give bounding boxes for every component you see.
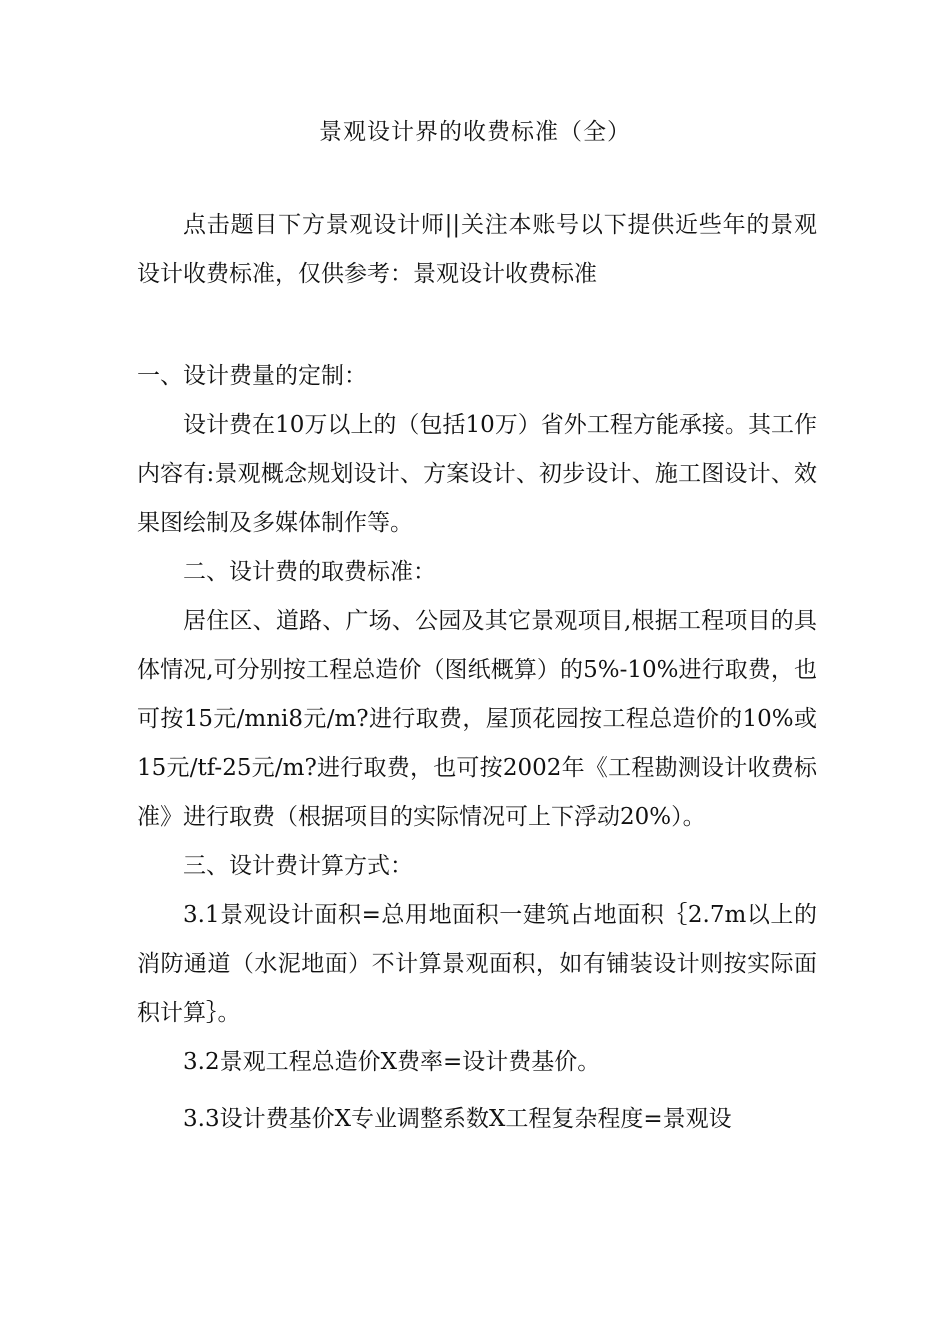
body-block — [137, 352, 817, 1144]
section-1-paragraph: 设计费在10万以上的（包括10万）省外工程方能承接。其工作内容有:景观概念规划设计、方案设计、初步设计、施工图设计、效果图绘制及多媒体制作等。 — [137, 412, 817, 536]
intro-block — [137, 201, 817, 299]
item-3-3-paragraph: 3.3设计费基价X专业调整系数X工程复杂程度=景观设 — [183, 1106, 732, 1132]
section-1-heading: 一、设计费量的定制： — [137, 363, 367, 389]
item-3-2-paragraph: 3.2景观工程总造价X费率=设计费基价。 — [183, 1049, 601, 1075]
section-3-heading: 三、设计费计算方式： — [183, 853, 413, 879]
intro-paragraph: 点击题目下方景观设计师||关注本账号以下提供近些年的景观设计收费标准，仅供参考：景观设计收费标准 — [137, 212, 817, 287]
item-3-1-paragraph: 3.1景观设计面积=总用地面积一建筑占地面积｛2.7m以上的消防通道（水泥地面）不计算景观面积，如有铺装设计则按实际面积计算｝。 — [137, 902, 817, 1026]
section-2-heading: 二、设计费的取费标准： — [183, 559, 436, 585]
document-title: 景观设计界的收费标准（全） — [319, 119, 631, 145]
section-2-paragraph: 居住区、道路、广场、公园及其它景观项目,根据工程项目的具体情况,可分别按工程总造价（图纸概算）的5%-10%进行取费，也可按15元/mni8元/m?进行取费，屋顶花园按工程总造价的10%或15元/tf-25元/m?进行取费，也可按2002年《工程勘测设计收费标准》进行取费（根据项目的实际情况可上下浮动20%）。 — [137, 608, 817, 830]
